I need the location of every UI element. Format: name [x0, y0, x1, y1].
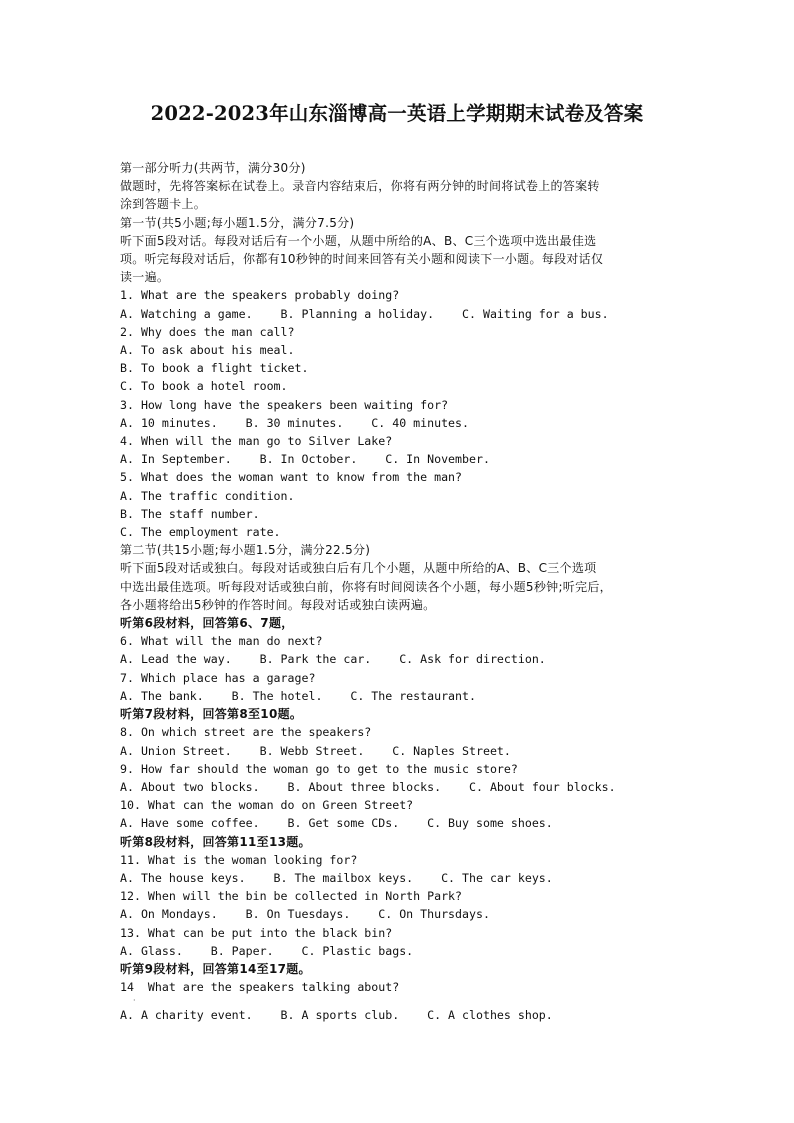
answer-options: A. Watching a game. B. Planning a holiday. C. Waiting for a bus. [120, 306, 609, 321]
question-line: 2. Why does the man call? [120, 324, 295, 339]
answer-options: A. A charity event. B. A sports club. C. A clothes shop. [120, 1008, 553, 1023]
stray-mark: · [133, 996, 136, 1006]
answer-options: A. The bank. B. The hotel. C. The restaurant. [120, 688, 476, 703]
answer-options: A. Glass. B. Paper. C. Plastic bags. [120, 943, 414, 958]
instruction-line: 读一遍。 [120, 270, 170, 285]
instruction-line: 第二节(共15小题;每小题1.5分，满分22.5分) [120, 543, 371, 558]
instruction-line: 听下面5段对话或独白。每段对话或独白后有几个小题，从题中所给的A、B、C三个选项 [120, 561, 597, 576]
question-line: 1. What are the speakers probably doing? [120, 288, 400, 303]
section-heading: 听第8段材料，回答第11至13题。 [120, 834, 311, 849]
instruction-line: 做题时，先将答案标在试卷上。录音内容结束后，你将有两分钟的时间将试卷上的答案转 [120, 179, 600, 194]
question-line: 12. When will the bin be collected in North Park? [120, 889, 463, 904]
answer-options: B. To book a flight ticket. [120, 361, 309, 376]
page-title: 2022-2023年山东淄博高一英语上学期期末试卷及答案 [150, 102, 644, 125]
question-line: 14 What are the speakers talking about? [120, 980, 400, 995]
instruction-line: 第一节(共5小题;每小题1.5分，满分7.5分) [120, 215, 355, 230]
instruction-line: 涂到答题卡上。 [120, 197, 207, 212]
answer-options: A. About two blocks. B. About three blocks. C. About four blocks. [120, 779, 616, 794]
question-line: 6. What will the man do next? [120, 634, 323, 649]
answer-options: A. The traffic condition. [120, 488, 295, 503]
exam-content [120, 159, 680, 1025]
question-line: 5. What does the woman want to know from the man? [120, 470, 463, 485]
answer-options: A. 10 minutes. B. 30 minutes. C. 40 minutes. [120, 415, 470, 430]
answer-options: C. To book a hotel room. [120, 379, 288, 394]
instruction-line: 第一部分听力(共两节，满分30分) [120, 161, 306, 175]
answer-options: A. To ask about his meal. [120, 343, 295, 358]
section-heading: 听第6段材料，回答第6、7题， [120, 616, 294, 631]
answer-options: C. The employment rate. [120, 525, 281, 540]
question-line: 9. How far should the woman go to get to the music store? [120, 761, 518, 776]
answer-options: A. On Mondays. B. On Tuesdays. C. On Thursdays. [120, 907, 490, 922]
instruction-line: 中选出最佳选项。听每段对话或独白前，你将有时间阅读各个小题，每小题5秒钟;听完后， [120, 579, 612, 594]
answer-options: B. The staff number. [120, 506, 260, 521]
answer-options: A. In September. B. In October. C. In November. [120, 452, 490, 467]
question-line: 4. When will the man go to Silver Lake? [120, 434, 393, 449]
instruction-line: 项。听完每段对话后，你都有10秒钟的时间来回答有关小题和阅读下一小题。每段对话仅 [120, 252, 604, 267]
answer-options: A. Union Street. B. Webb Street. C. Naples Street. [120, 743, 511, 758]
answer-options: A. Lead the way. B. Park the car. C. Ask for direction. [120, 652, 546, 667]
answer-options: A. The house keys. B. The mailbox keys. C. The car keys. [120, 870, 553, 885]
instruction-line: 听下面5段对话。每段对话后有一个小题，从题中所给的A、B、C三个选项中选出最佳选 [120, 233, 597, 248]
question-line: 13. What can be put into the black bin? [120, 925, 393, 940]
question-line: 7. Which place has a garage? [120, 670, 316, 685]
section-heading: 听第7段材料，回答第8至10题。 [120, 707, 303, 722]
question-line: 11. What is the woman looking for? [120, 852, 358, 867]
section-heading: 听第9段材料，回答第14至17题。 [120, 961, 311, 976]
question-line: 10. What can the woman do on Green Street? [120, 798, 414, 813]
question-line: 8. On which street are the speakers? [120, 725, 372, 740]
answer-options: A. Have some coffee. B. Get some CDs. C. Buy some shoes. [120, 816, 553, 831]
question-line: 3. How long have the speakers been waiting for? [120, 397, 449, 412]
instruction-line: 各小题将给出5秒钟的作答时间。每段对话或独白读两遍。 [120, 597, 436, 612]
